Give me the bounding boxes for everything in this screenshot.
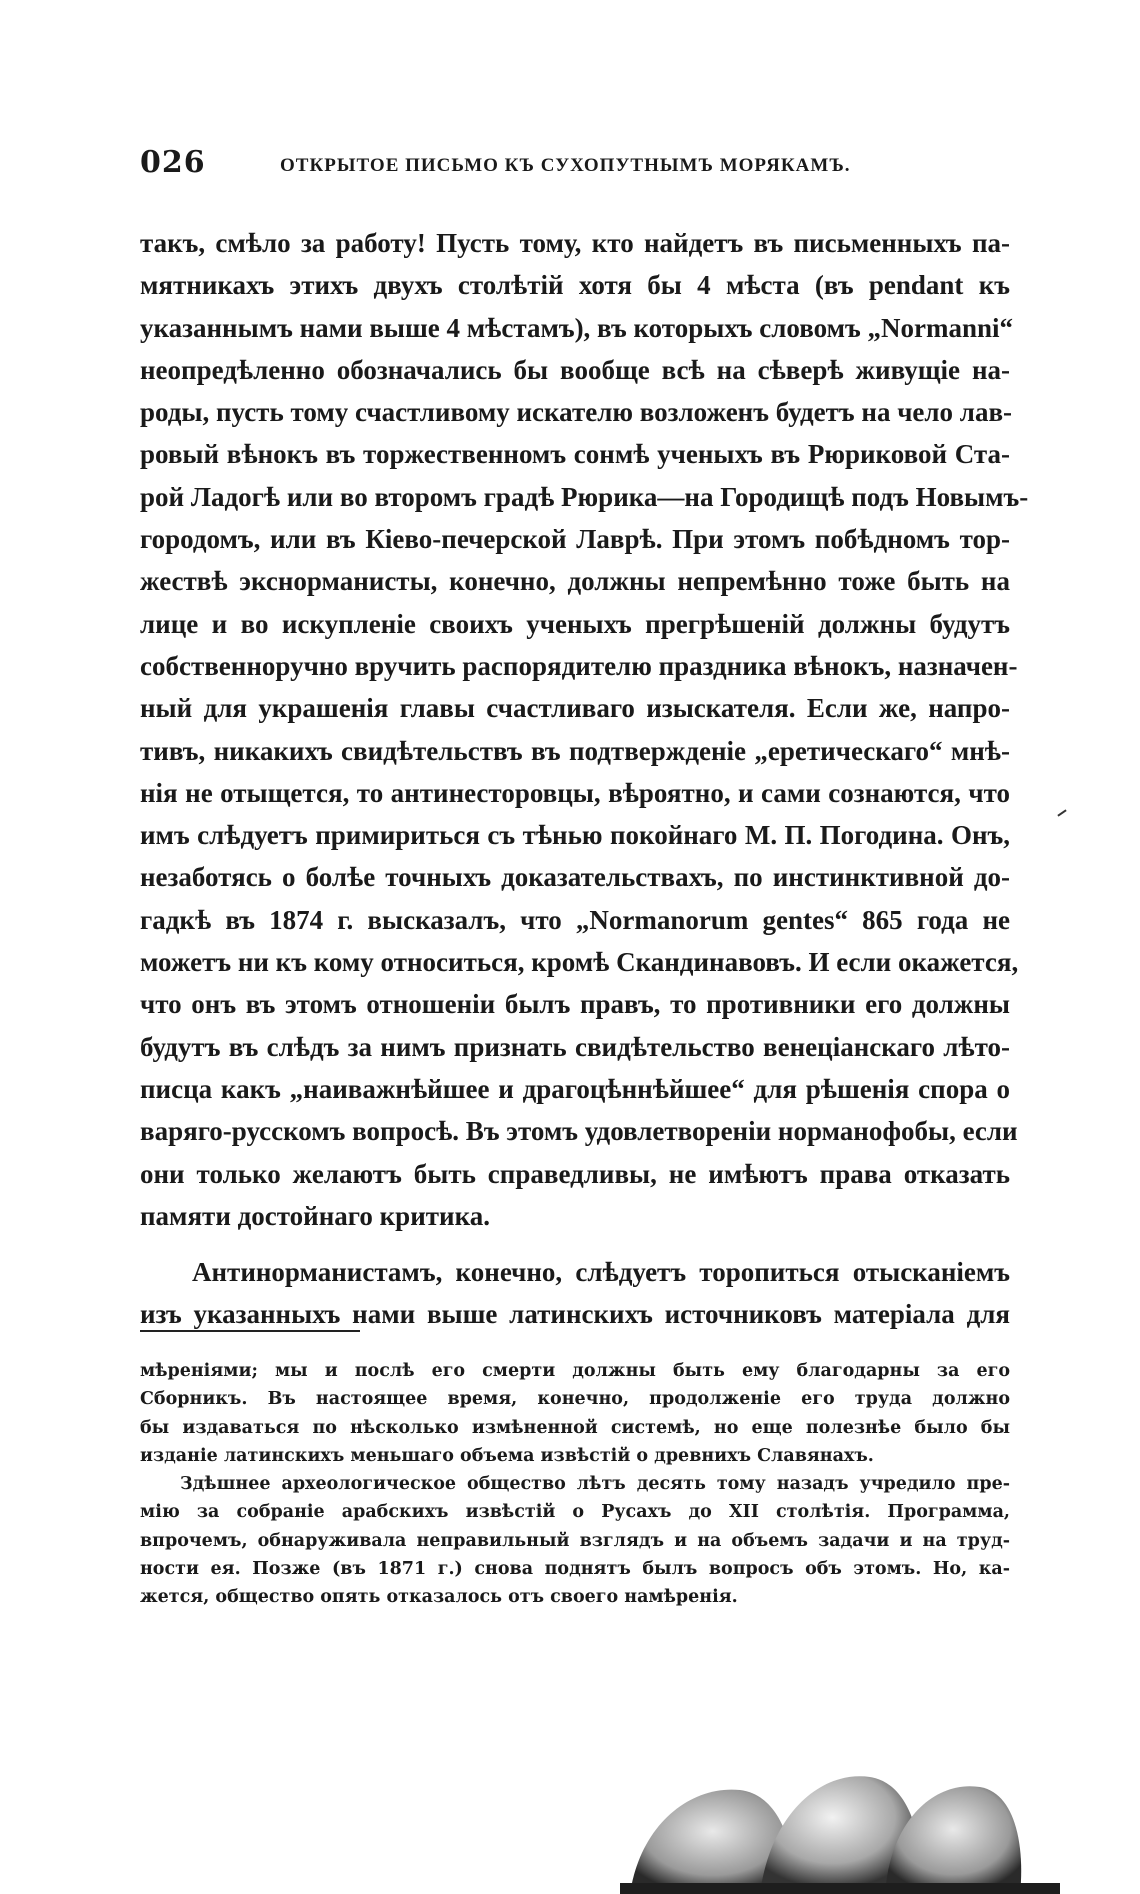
footnote-line: Здѣшнее археологическое общество лѣтъ десять тому назадъ учредило пре- <box>180 1474 1010 1495</box>
text-line: варяго-русскомъ вопросѣ. Въ этомъ удовлетвореніи норманофобы, если <box>140 1116 1018 1147</box>
main-text <box>140 222 1029 1336</box>
text-line: городомъ, или въ Кіево-печерской Лаврѣ. При этомъ побѣдномъ тор- <box>140 524 1010 555</box>
footnote-divider <box>140 1330 360 1332</box>
text-line: писца какъ „наиважнѣйшее и драгоцѣннѣйшее“ для рѣшенія спора о <box>140 1073 1010 1104</box>
text-line: лице и во искупленіе своихъ ученыхъ прегрѣшеній должны будутъ <box>140 608 1010 639</box>
footnote-line: ности ея. Позже (въ 1871 г.) снова поднятъ былъ вопросъ объ этомъ. Но, ка- <box>140 1559 1010 1580</box>
scanner-finger-shadow <box>620 1745 1060 1894</box>
text-line: роды, пусть тому счастливому искателю возложенъ будетъ на чело лав- <box>140 397 1013 428</box>
text-line: гадкѣ въ 1874 г. высказалъ, что „Normanorum gentes“ 865 года не <box>140 904 1010 935</box>
page-header <box>140 145 1000 185</box>
footnote-line: изданіе латинскихъ меньшаго объема извѣстій о древнихъ Славянахъ. <box>140 1445 874 1466</box>
text-line: неопредѣленно обозначались бы вообще всѣ на сѣверѣ живущіе на- <box>140 354 1010 385</box>
text-line: ный для украшенія главы счастливаго изыскателя. Если же, напро- <box>140 693 1010 724</box>
text-line: можетъ ни къ кому относиться, кромѣ Скандинавовъ. И если окажется, <box>140 947 1019 978</box>
footnote-line: мѣреніями; мы и послѣ его смерти должны быть ему благодарны за его <box>140 1361 1010 1381</box>
footnote-line: впрочемъ, обнаруживала неправильный взглядъ и на объемъ задачи и на труд- <box>140 1530 1010 1551</box>
text-line: они только желаютъ быть справедливы, не имѣютъ права отказать <box>140 1158 1010 1189</box>
text-line: ровый вѣнокъ въ торжественномъ сонмѣ ученыхъ въ Рюриковой Ста- <box>140 439 1010 470</box>
footnote-2 <box>140 1470 1010 1611</box>
running-title: ОТКРЫТОЕ ПИСЬМО КЪ СУХОПУТНЫМЪ МОРЯКАМЪ. <box>280 155 851 176</box>
text-line: собственноручно вручить распорядителю праздника вѣнокъ, назначен- <box>140 650 1018 681</box>
text-line: имъ слѣдуетъ примириться съ тѣнью покойнаго М. П. Погодина. Онъ, <box>140 820 1010 851</box>
page-number: 026 <box>140 145 206 180</box>
text-line: тивъ, никакихъ свидѣтельствъ въ подтвержденіе „еретическаго“ мнѣ- <box>140 735 1010 766</box>
footnote-1 <box>140 1357 1010 1470</box>
text-line: такъ, смѣло за работу! Пусть тому, кто найдетъ въ письменныхъ па- <box>140 228 1010 258</box>
paragraph-gap <box>140 1237 1010 1251</box>
text-line: мятникахъ этихъ двухъ столѣтій хотя бы 4 мѣста (въ pendant къ <box>140 270 1010 301</box>
footnote-line: Сборникъ. Въ настоящее время, конечно, продолженіе его труда должно <box>140 1389 1010 1410</box>
paragraph-2 <box>140 1251 1010 1336</box>
text-line: нія не отыщется, то антинесторовцы, вѣроятно, и сами сознаются, что <box>140 777 1010 808</box>
text-line: рой Ладогѣ или во второмъ градѣ Рюрика—на Городищѣ подъ Новымъ- <box>140 481 1029 512</box>
text-line: что онъ въ этомъ отношеніи былъ правъ, то противники его должны <box>140 989 1010 1020</box>
footnote-line: жется, общество опять отказалось отъ своего намѣренія. <box>140 1587 738 1608</box>
text-line: жествѣ экснорманисты, конечно, должны непремѣнно тоже быть на <box>140 566 1010 597</box>
text-line: памяти достойнаго критика. <box>140 1200 490 1231</box>
footnotes <box>140 1357 1010 1612</box>
text-line: изъ указанныхъ нами выше латинскихъ источниковъ матеріала для <box>140 1299 1010 1330</box>
margin-mark <box>1057 809 1066 816</box>
paragraph-1 <box>140 222 1029 1237</box>
text-line: незаботясь о болѣе точныхъ доказательствахъ, по инстинктивной до- <box>140 862 1010 893</box>
text-line: указаннымъ нами выше 4 мѣстамъ), въ которыхъ словомъ „Normanni“ <box>140 312 1014 343</box>
footnote-line: бы издаваться по нѣсколько измѣненной системѣ, но еще полезнѣе было бы <box>140 1417 1010 1438</box>
text-line: Антинорманистамъ, конечно, слѣдуетъ торопиться отысканіемъ <box>192 1257 1010 1288</box>
text-line: будутъ въ слѣдъ за нимъ признать свидѣтельство венеціанскаго лѣто- <box>140 1031 1010 1062</box>
footnote-line: мію за собраніе арабскихъ извѣстій о Русахъ до XII столѣтія. Программа, <box>140 1502 1010 1523</box>
